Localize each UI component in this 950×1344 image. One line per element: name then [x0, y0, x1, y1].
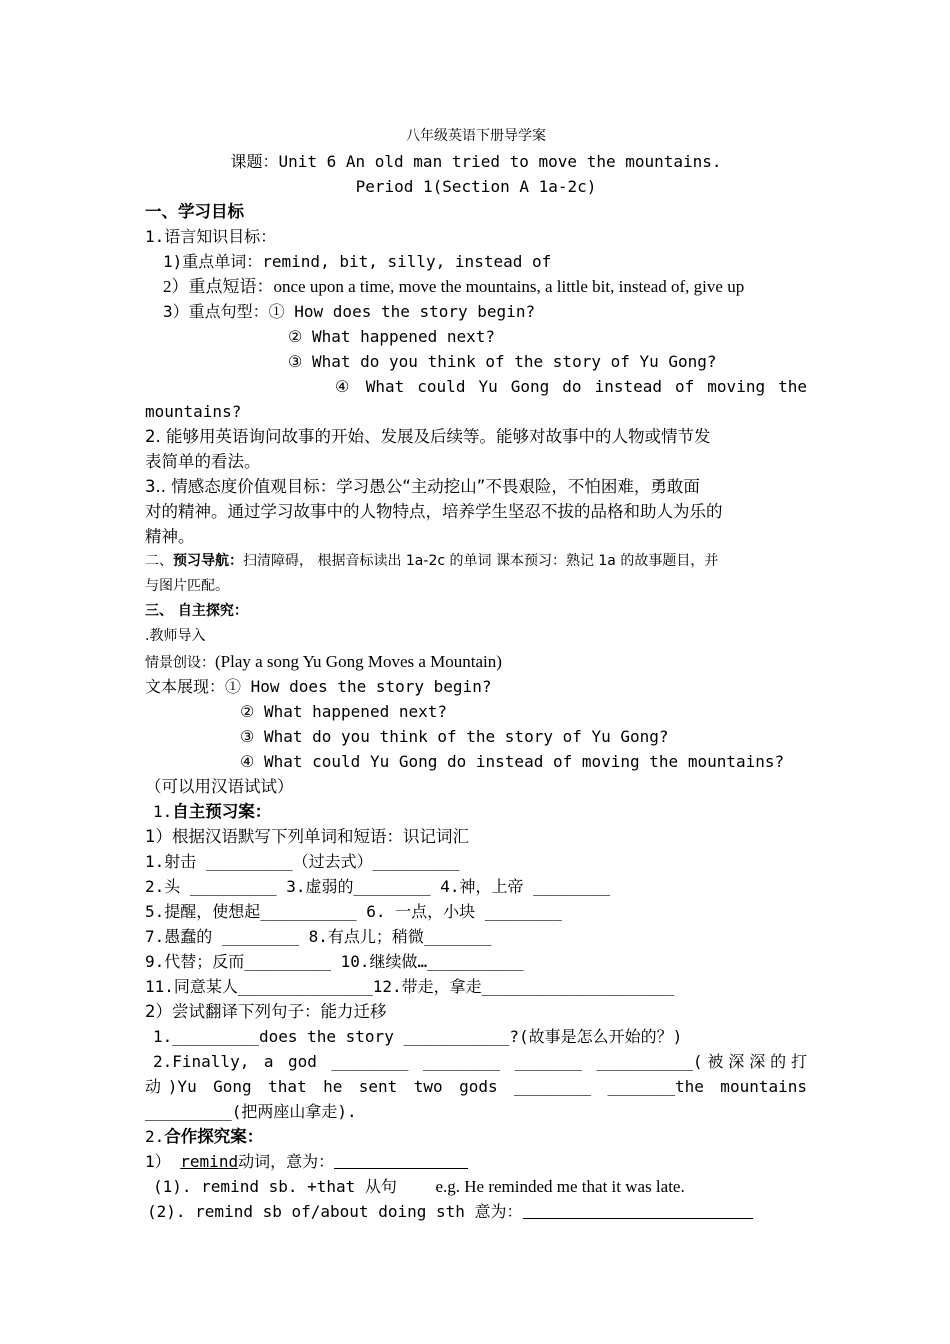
remind-example: e.g. He reminded me that it was late.: [435, 1177, 685, 1196]
section-2-text: 扫清障碍， 根据音标读出 1a-2c 的单词 课本预习：熟记 1a 的故事题目，并: [243, 553, 719, 569]
key-sentence-4-cont: mountains?: [145, 402, 242, 421]
scene-setting: [145, 649, 807, 674]
objective-values-line-3: 精神。: [145, 527, 195, 546]
remind-word: remind: [180, 1152, 239, 1171]
self-preview-heading: 1.自主预习案：: [153, 802, 272, 821]
text-display-3: ③ What do you think of the story of Yu Gong?: [240, 727, 669, 746]
key-sentence-1: 3）重点句型：① How does the story begin?: [163, 302, 536, 321]
vocab-line-5: 9.代替；反而_________ 10.继续做…__________: [145, 952, 524, 971]
translate-instruction: 2）尝试翻译下列句子：能力迁移: [145, 1002, 387, 1021]
translate-sentence-2-end: _________(把两座山拿走).: [145, 1102, 357, 1121]
key-phrases: 2）重点短语：once upon a time, move the mountains, a little bit, instead of, give up: [163, 277, 745, 296]
objective-skill-line-2: 表简单的看法。: [145, 452, 261, 471]
vocab-line-4: 7.愚蠢的 ________ 8.有点儿；稍微_______: [145, 927, 492, 946]
lesson-period: Period 1(Section A 1a-2c): [355, 177, 597, 196]
key-sentence-4: ④ What could Yu Gong do instead of moving the: [335, 377, 807, 396]
objective-values-line-1: 3.. 情感态度价值观目标：学习愚公“主动挖山”不畏艰险，不怕困难，勇敢面: [145, 477, 700, 496]
translate-sentence-1: 1._________does the story ___________?(故事是怎么开始的？): [153, 1027, 683, 1046]
text-display-4: ④ What could Yu Gong do instead of moving the mountains?: [240, 752, 785, 771]
vocab-line-3: 5.提醒，使想起__________ 6. 一点，小块 ________: [145, 902, 562, 921]
remind-usage-1: (1). remind sb. +that 从句 e.g. He reminded me that it was late.: [153, 1177, 685, 1196]
remind-meaning-blank: [334, 1152, 468, 1169]
key-sentence-3: ③ What do you think of the story of Yu Gong?: [288, 352, 717, 371]
section-2-line-2: 与图片匹配。: [145, 578, 229, 594]
section-3-heading: 三、 自主探究：: [145, 603, 248, 619]
text-display-1: 文本展现：① How does the story begin?: [145, 677, 492, 696]
objective-language: 1.语言知识目标：: [145, 227, 277, 246]
objective-skill-line-1: 2. 能够用英语询问故事的开始、发展及后续等。能够对故事中的人物或情节发: [145, 427, 711, 446]
vocab-line-1: 1.射击 _________（过去式）_________: [145, 852, 460, 871]
translate-sentence-2-cont: 动)Yu Gong that he sent two gods ________ _______the mountains: [145, 1077, 808, 1096]
remind-definition: 1） remind动词，意为：: [145, 1149, 807, 1174]
remind-usage-2: (2). remind sb of/about doing sth 意为：: [145, 1199, 807, 1224]
objective-values-line-2: 对的精神。通过学习故事中的人物特点，培养学生坚忍不拔的品格和助人为乐的: [145, 502, 723, 521]
lesson-topic: 课题：Unit 6 An old man tried to move the mountains.: [230, 152, 722, 171]
remind-usage-blank: [523, 1202, 753, 1219]
scene-text: (Play a song Yu Gong Moves a Mountain): [215, 652, 502, 671]
try-chinese-note: （可以用汉语试试）: [145, 777, 294, 796]
worksheet-title: 八年级英语下册导学案: [406, 128, 546, 144]
worksheet-page: [145, 124, 807, 1224]
teacher-intro: .教师导入: [145, 628, 206, 644]
section-1-heading: 一、学习目标: [145, 202, 244, 221]
vocab-instruction: 1）根据汉语默写下列单词和短语：识记词汇: [145, 827, 469, 846]
scene-label: 情景创设：: [145, 655, 215, 671]
text-display-2: ② What happened next?: [240, 702, 447, 721]
section-2-heading: 预习导航：: [173, 553, 243, 569]
vocab-line-2: 2.头 _________ 3.虚弱的________ 4.神，上帝 ________: [145, 877, 611, 896]
section-2-label: 二、: [145, 553, 173, 569]
translate-sentence-2: 2.Finally, a god ________ ________ _______ __________(被深深的打: [153, 1052, 807, 1071]
vocab-line-6: 11.同意某人______________12.带走，拿走____________________: [145, 977, 675, 996]
cooperative-heading: 2.合作探究案：: [145, 1127, 264, 1146]
key-words: 1)重点单词：remind, bit, silly, instead of: [163, 252, 552, 271]
key-sentence-2: ② What happened next?: [288, 327, 495, 346]
section-2-line-1: [145, 549, 807, 574]
